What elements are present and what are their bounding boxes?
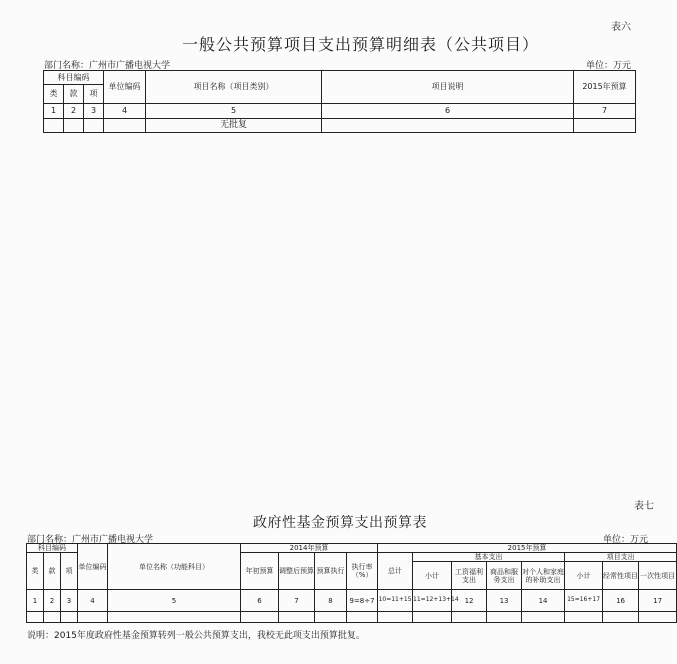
t7-idx-1: 1 — [27, 590, 44, 612]
table7-unit: 单位：万元 — [603, 535, 649, 545]
t7-idx-7: 7 — [279, 590, 315, 612]
t7-h-recurring: 经常性项目 — [603, 562, 639, 590]
t7-idx-16: 16 — [603, 590, 639, 612]
table6 — [43, 70, 636, 133]
t7-h-project-subtotal: 小计 — [565, 562, 603, 590]
t6-h-kuan: 款 — [64, 85, 84, 104]
table6-dept: 部门名称：广州市广播电视大学 — [44, 61, 171, 71]
t7-idx-13: 13 — [487, 590, 522, 612]
t7-idx-15: 15=16+17 — [565, 590, 603, 612]
t6-h-budget-2015: 2015年预算 — [574, 71, 636, 104]
t7-h-basic-expense: 基本支出 — [413, 553, 565, 562]
t6-idx-5: 5 — [146, 104, 322, 119]
t6-h-unit-code: 单位编码 — [104, 71, 146, 104]
t7-h-wage-welfare: 工资福利支出 — [452, 562, 487, 590]
t7-h-lei: 类 — [27, 553, 44, 590]
table7-title: 政府性基金预算支出预算表 — [253, 515, 427, 531]
t7-h-adjusted-budget: 调整后预算 — [279, 553, 315, 590]
t6-idx-7: 7 — [574, 104, 636, 119]
t7-idx-14: 14 — [522, 590, 565, 612]
t7-idx-4: 4 — [78, 590, 108, 612]
t6-data-row — [44, 119, 636, 133]
table7-tag: 表七 — [634, 501, 654, 512]
t7-h-budget-2015: 2015年预算 — [378, 544, 677, 553]
table7-dept: 部门名称：广州市广播电视大学 — [27, 535, 154, 545]
t7-h-subtotal: 小计 — [413, 562, 452, 590]
t7-h-kuan: 款 — [44, 553, 61, 590]
t7-idx-2: 2 — [44, 590, 61, 612]
t7-h-subject-code: 科目编码 — [27, 544, 78, 553]
t7-idx-11: 11=12+13+14 — [413, 590, 452, 612]
t7-idx-5: 5 — [108, 590, 241, 612]
t7-h-initial-budget: 年初预算 — [241, 553, 279, 590]
t7-h-budget-execution: 预算执行 — [315, 553, 347, 590]
t7-h-goods-services: 商品和服务支出 — [487, 562, 522, 590]
t6-no-approval: 无批复 — [146, 119, 322, 133]
table7 — [26, 543, 677, 623]
table7-note: 说明：2015年度政府性基金预算转列一般公共预算支出，我校无此项支出预算批复。 — [27, 631, 365, 641]
t7-h-total: 总计 — [378, 553, 413, 590]
t7-data-row — [27, 612, 677, 623]
t6-h-subject-code: 科目编码 — [44, 71, 104, 85]
t6-idx-6: 6 — [322, 104, 574, 119]
t7-idx-8: 8 — [315, 590, 347, 612]
t6-index-row — [44, 104, 636, 119]
t7-idx-9: 9=8÷7 — [347, 590, 378, 612]
t6-idx-4: 4 — [104, 104, 146, 119]
table6-unit: 单位：万元 — [586, 61, 632, 71]
t7-h-unit-name: 单位名称（功能科目） — [108, 544, 241, 590]
t7-index-row — [27, 590, 677, 612]
t7-idx-3: 3 — [61, 590, 78, 612]
t7-h-one-time: 一次性项目 — [639, 562, 677, 590]
t6-h-lei: 类 — [44, 85, 64, 104]
t6-h-project-desc: 项目说明 — [322, 71, 574, 104]
t7-idx-10: 10=11+15 — [378, 590, 413, 612]
t6-idx-1: 1 — [44, 104, 64, 119]
t7-h-personal-family: 对个人和家庭的补助支出 — [522, 562, 565, 590]
t7-h-execution-rate: 执行率（%） — [347, 553, 378, 590]
t7-h-project-expense: 项目支出 — [565, 553, 677, 562]
t7-idx-6: 6 — [241, 590, 279, 612]
table6-tag: 表六 — [611, 22, 631, 33]
table6-title: 一般公共预算项目支出预算明细表（公共项目） — [182, 35, 540, 54]
t7-idx-12: 12 — [452, 590, 487, 612]
t6-idx-3: 3 — [84, 104, 104, 119]
t7-h-budget-2014: 2014年预算 — [241, 544, 378, 553]
t7-h-unit-code: 单位编码 — [78, 544, 108, 590]
t7-idx-17: 17 — [639, 590, 677, 612]
t6-h-project-name: 项目名称（项目类别） — [146, 71, 322, 104]
t6-h-xiang: 项 — [84, 85, 104, 104]
t6-idx-2: 2 — [64, 104, 84, 119]
t7-h-xiang: 项 — [61, 553, 78, 590]
